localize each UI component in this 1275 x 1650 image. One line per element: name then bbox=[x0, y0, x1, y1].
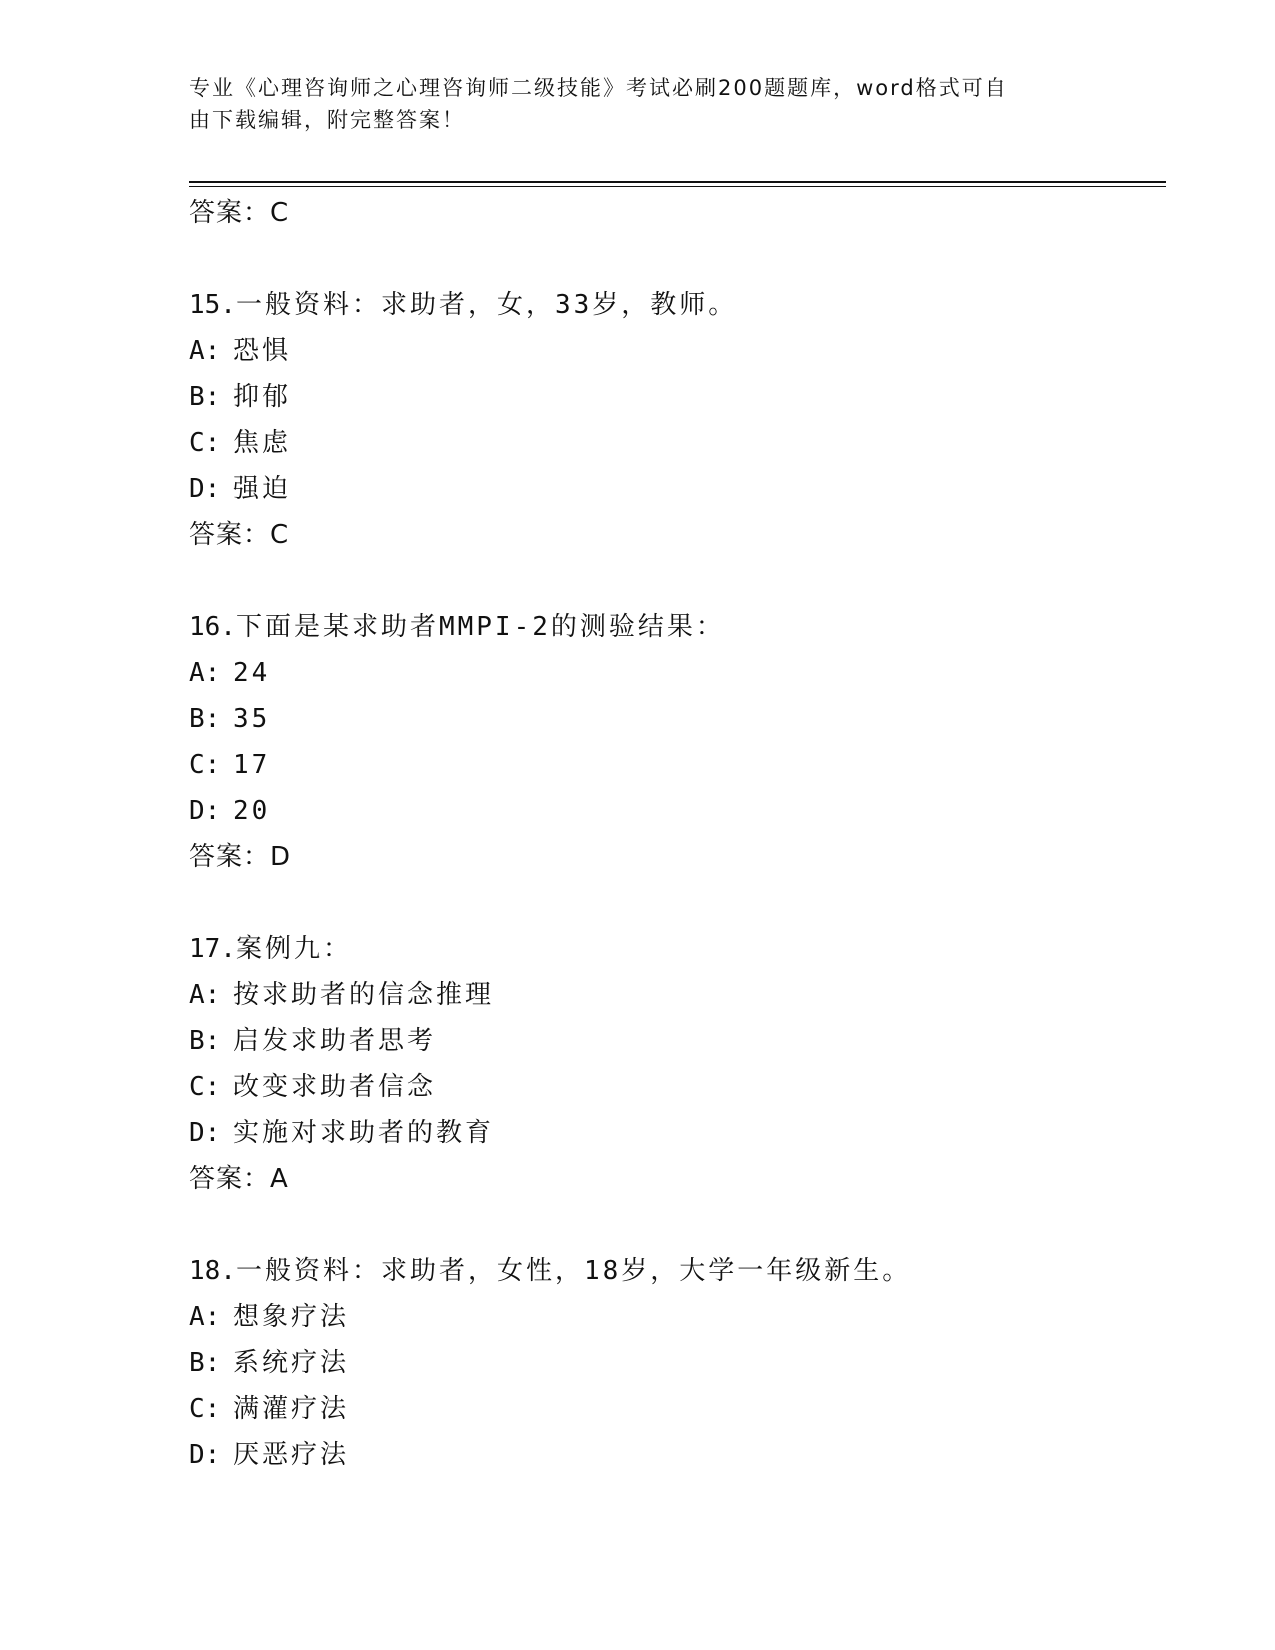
option-c bbox=[189, 1386, 1149, 1432]
option-label: D: bbox=[189, 1118, 221, 1148]
option-text: 满灌疗法 bbox=[233, 1394, 350, 1424]
header-divider-thick bbox=[189, 181, 1166, 183]
option-text: 实施对求助者的教育 bbox=[233, 1118, 495, 1148]
option-label: A: bbox=[189, 1302, 221, 1332]
option-a bbox=[189, 1294, 1149, 1340]
answer-line: 答案：D bbox=[189, 842, 292, 872]
page-header bbox=[189, 72, 1089, 136]
option-text: 24 bbox=[233, 658, 271, 688]
option-a bbox=[189, 650, 1149, 696]
option-c bbox=[189, 1064, 1149, 1110]
question-title bbox=[189, 926, 1149, 972]
option-text: 抑郁 bbox=[233, 382, 292, 412]
question-text: 案例九： bbox=[235, 934, 352, 964]
question-title bbox=[189, 604, 1149, 650]
option-a bbox=[189, 972, 1149, 1018]
option-label: A: bbox=[189, 980, 221, 1010]
option-text: 强迫 bbox=[233, 474, 292, 504]
answer-line: 答案：A bbox=[189, 1164, 289, 1194]
option-b bbox=[189, 1340, 1149, 1386]
option-label: C: bbox=[189, 1394, 221, 1424]
answer-line: 答案：C bbox=[189, 520, 290, 550]
option-label: B: bbox=[189, 704, 221, 734]
option-text: 启发求助者思考 bbox=[233, 1026, 437, 1056]
option-label: B: bbox=[189, 382, 221, 412]
question-17 bbox=[189, 926, 1149, 1202]
option-text: 焦虑 bbox=[233, 428, 292, 458]
option-label: C: bbox=[189, 750, 221, 780]
option-label: A: bbox=[189, 336, 221, 366]
question-title bbox=[189, 1248, 1149, 1294]
option-text: 想象疗法 bbox=[233, 1302, 350, 1332]
option-text: 恐惧 bbox=[233, 336, 292, 366]
carryover-answer: 答案：C bbox=[189, 198, 290, 228]
option-d bbox=[189, 1432, 1149, 1478]
question-text: 一般资料：求助者，女性，18岁，大学一年级新生。 bbox=[235, 1256, 912, 1286]
option-label: D: bbox=[189, 474, 221, 504]
question-text: 一般资料：求助者，女，33岁，教师。 bbox=[235, 290, 738, 320]
option-label: A: bbox=[189, 658, 221, 688]
option-c bbox=[189, 742, 1149, 788]
option-text: 20 bbox=[233, 796, 271, 826]
option-label: D: bbox=[189, 1440, 221, 1470]
question-list bbox=[189, 190, 1149, 1478]
option-label: C: bbox=[189, 428, 221, 458]
option-text: 厌恶疗法 bbox=[233, 1440, 350, 1470]
option-c bbox=[189, 420, 1149, 466]
option-label: B: bbox=[189, 1026, 221, 1056]
option-d bbox=[189, 466, 1149, 512]
header-divider-thin bbox=[189, 186, 1166, 187]
question-number: 15. bbox=[189, 290, 236, 320]
option-a bbox=[189, 328, 1149, 374]
option-b bbox=[189, 1018, 1149, 1064]
option-text: 17 bbox=[233, 750, 271, 780]
question-number: 18. bbox=[189, 1256, 236, 1286]
header-line-1: 专业《心理咨询师之心理咨询师二级技能》考试必刷200题题库，word格式可自 bbox=[189, 76, 1008, 100]
option-b bbox=[189, 696, 1149, 742]
option-d bbox=[189, 788, 1149, 834]
option-d bbox=[189, 1110, 1149, 1156]
question-15 bbox=[189, 282, 1149, 558]
option-label: C: bbox=[189, 1072, 221, 1102]
question-number: 17. bbox=[189, 934, 236, 964]
option-text: 系统疗法 bbox=[233, 1348, 350, 1378]
option-text: 按求助者的信念推理 bbox=[233, 980, 495, 1010]
question-18 bbox=[189, 1248, 1149, 1478]
question-text: 下面是某求助者MMPI-2的测验结果： bbox=[235, 612, 725, 642]
question-16 bbox=[189, 604, 1149, 880]
option-label: D: bbox=[189, 796, 221, 826]
question-number: 16. bbox=[189, 612, 236, 642]
option-text: 35 bbox=[233, 704, 271, 734]
option-text: 改变求助者信念 bbox=[233, 1072, 437, 1102]
question-title bbox=[189, 282, 1149, 328]
header-line-2: 由下载编辑，附完整答案！ bbox=[189, 108, 465, 132]
option-b bbox=[189, 374, 1149, 420]
option-label: B: bbox=[189, 1348, 221, 1378]
